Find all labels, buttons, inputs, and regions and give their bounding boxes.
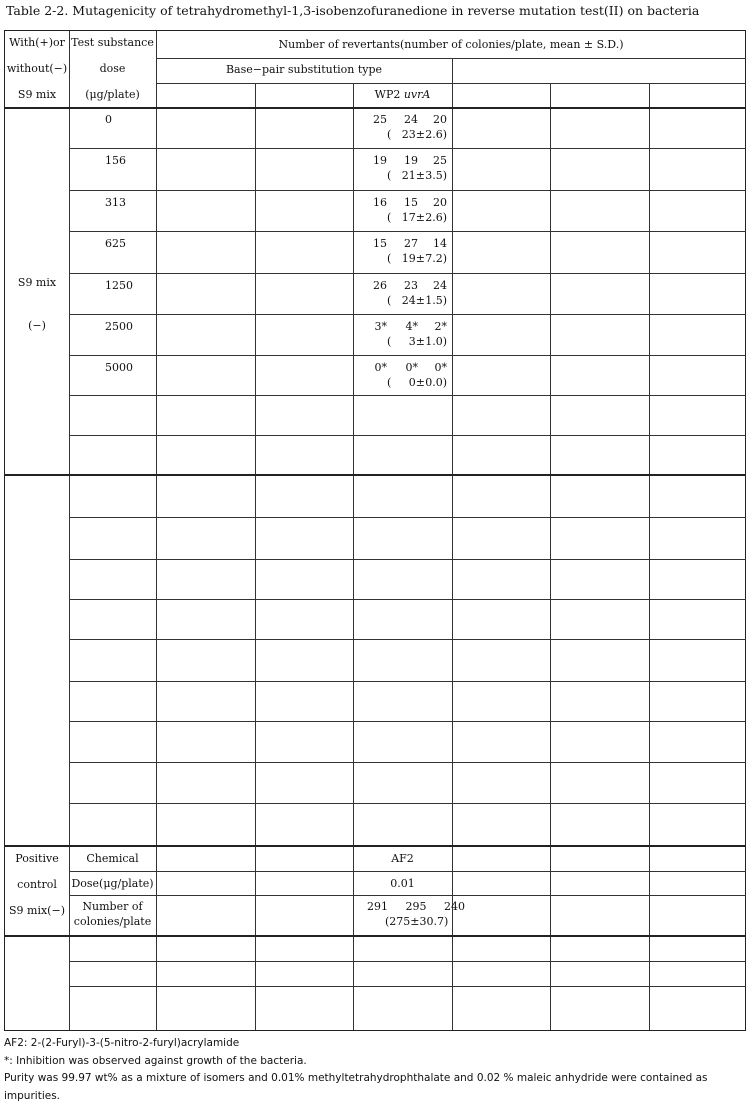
mutagenicity-table: [4, 30, 746, 1031]
colony-mean: 17±: [401, 211, 425, 224]
colony-mean: 19±: [401, 252, 425, 265]
mean-open-paren: (: [387, 169, 392, 182]
colony-count-1: 16: [373, 196, 387, 209]
colony-mean: 24±: [401, 294, 425, 307]
footnote-af2: AF2: 2-(2-Furyl)-3-(5-nitro-2-furyl)acrylamide: [4, 1037, 240, 1049]
colony-count-1: 19: [373, 154, 387, 167]
colony-count-3: 20: [433, 113, 447, 126]
colonies-label-line2: colonies/plate: [73, 915, 152, 928]
header-s9-line2: without(−): [6, 62, 68, 75]
positive-chemical: AF2: [391, 852, 414, 865]
footnote-inhibition: *: Inhibition was observed against growth of the bacteria.: [4, 1054, 307, 1067]
colony-sd: 1.0): [425, 335, 447, 348]
positive-colonies-mean: (275±30.7): [385, 915, 449, 928]
colony-count-3: 20: [433, 196, 447, 209]
positive-control-line2: control: [17, 878, 57, 891]
positive-dose: 0.01: [390, 877, 415, 890]
table-title: Table 2-2. Mutagenicity of tetrahydromethyl-1,3-isobenzofuranedione in reverse mutation test(II) on bacteria: [6, 3, 700, 18]
colony-count-2: 0*: [405, 361, 418, 374]
colony-mean: 23±: [401, 128, 425, 141]
colony-count-3: 0*: [434, 361, 447, 374]
positive-control-line1: Positive: [15, 852, 59, 865]
dose-value: 313: [105, 196, 126, 209]
colony-count-2: 15: [404, 196, 418, 209]
colony-count-2: 27: [404, 237, 418, 250]
colony-count-1: 15: [373, 237, 387, 250]
dose-label: Dose(μg/plate): [71, 877, 154, 890]
colony-mean: 21±: [401, 169, 425, 182]
dose-value: 0: [105, 113, 112, 126]
colony-count-1: 0*: [374, 361, 387, 374]
header-dose-line1: Test substance: [71, 36, 154, 49]
colony-sd: 0.0): [425, 376, 447, 389]
header-s9-line1: With(+)or: [9, 36, 65, 49]
header-revertants: Number of revertants(number of colonies/plate, mean ± S.D.): [278, 38, 624, 51]
colony-count-2: 4*: [405, 320, 418, 333]
mean-open-paren: (: [387, 211, 392, 224]
mean-open-paren: (: [387, 376, 392, 389]
colony-count-1: 3*: [374, 320, 387, 333]
colony-count-2: 19: [404, 154, 418, 167]
mean-open-paren: (: [387, 128, 392, 141]
positive-control-line3: S9 mix(−): [9, 904, 65, 917]
dose-value: 1250: [105, 279, 133, 292]
footnote-purity: Purity was 99.97 wt% as a mixture of isomers and 0.01% methyltetrahydrophthalate and 0.02 % maleic anhydride were contained as impurities.: [4, 1072, 708, 1102]
colony-mean: 0±: [408, 376, 425, 389]
colony-count-3: 25: [433, 154, 447, 167]
colony-count-3: 2*: [434, 320, 447, 333]
header-dose-line3: (μg/plate): [85, 88, 140, 101]
colonies-label-line1: Number of: [82, 900, 143, 913]
colony-sd: 2.6): [425, 211, 447, 224]
dose-value: 625: [105, 237, 126, 250]
header-strain: WP2 uvrA: [374, 88, 431, 101]
colony-count-3: 24: [433, 279, 447, 292]
footnotes: [4, 1035, 744, 1105]
header-s9-line3: S9 mix: [17, 88, 57, 101]
header-base-pair: Base−pair substitution type: [225, 63, 383, 76]
positive-colonies: 291 295 240: [367, 900, 465, 913]
colony-count-1: 25: [373, 113, 387, 126]
header-dose-line2: dose: [99, 62, 126, 75]
dose-value: 156: [105, 154, 126, 167]
chemical-label: Chemical: [86, 852, 139, 865]
colony-sd: 1.5): [425, 294, 447, 307]
mean-open-paren: (: [387, 335, 392, 348]
colony-count-1: 26: [373, 279, 387, 292]
colony-mean: 3±: [408, 335, 425, 348]
s9-mix-sign: (−): [28, 319, 46, 332]
colony-count-3: 14: [433, 237, 447, 250]
colony-sd: 2.6): [425, 128, 447, 141]
colony-count-2: 23: [404, 279, 418, 292]
dose-value: 2500: [105, 320, 133, 333]
mean-open-paren: (: [387, 252, 392, 265]
s9-mix-label: S9 mix: [17, 276, 57, 289]
colony-sd: 3.5): [425, 169, 447, 182]
colony-count-2: 24: [404, 113, 418, 126]
colony-sd: 7.2): [425, 252, 447, 265]
dose-value: 5000: [105, 361, 133, 374]
mean-open-paren: (: [387, 294, 392, 307]
